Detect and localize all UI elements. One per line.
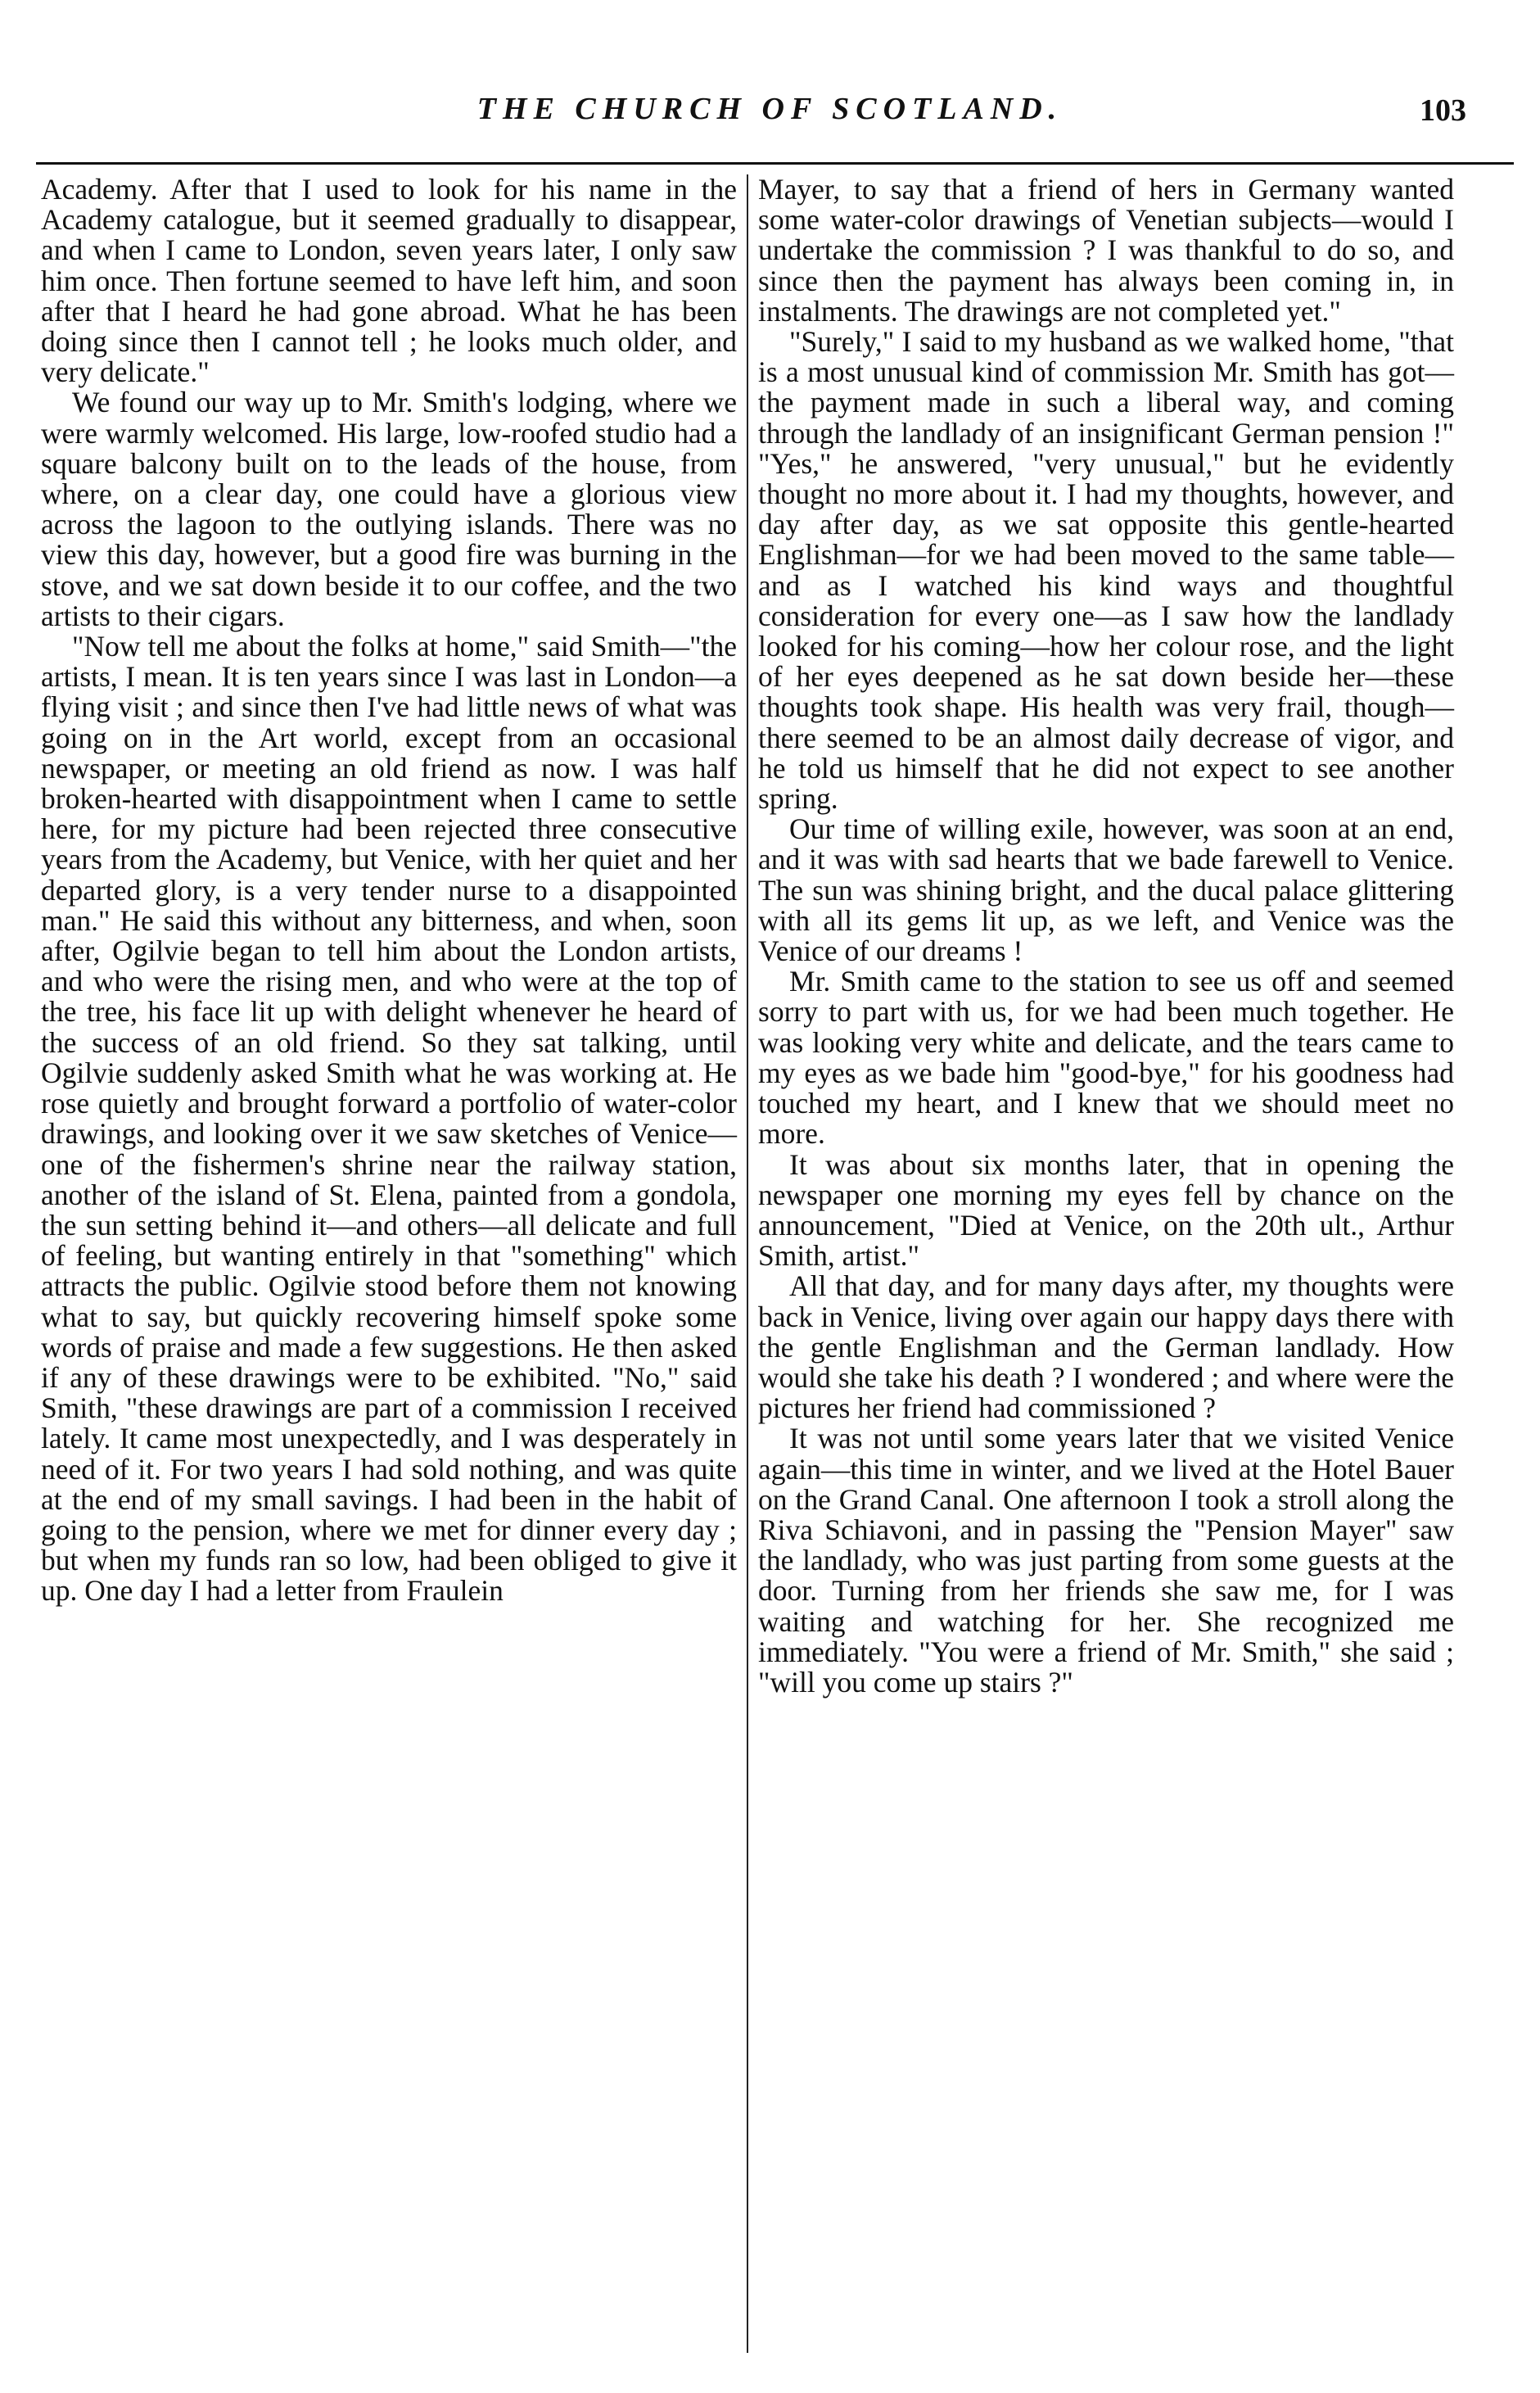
paragraph: It was about six months later, that in opening the newspaper one morning my eyes fell by chance on the announcement, "Died at Venice, on the 20th ult., Arthur Smith, artist." (758, 1147, 1454, 1273)
paragraph: Mr. Smith came to the station to see us off and seemed sorry to part with us, for we had been much together. He was looking very white and delicate, and the tears came to my eyes as we bade him "good-bye," for his goodness had touched my heart, and I knew that we should meet no more. (758, 965, 1454, 1151)
running-title: THE CHURCH OF SCOTLAND. (476, 92, 1064, 126)
paragraph: "Surely," I said to my husband as we walked home, "that is a most unusual kind of commission Mr. Smith has got—the payment made in such a liberal way, and coming through the landlady of an insignificant German pension !" "Yes," he answered, "very unusual," but he evidently thought no more about it. I had my thoughts, however, and day after day, as we sat opposite this gentle-hearted Englishman—for we had been moved to the same table—and as I watched his kind ways and thoughtful consideration for every one—as I saw how the landlady looked for his coming—how her colour rose, and the light of her eyes deepened as he sat down beside her—these thoughts took shape. His health was very frail, though—there seemed to be an almost daily decrease of vigor, and he told us himself that he did not expect to see another spring. (758, 325, 1454, 816)
right-column (758, 174, 1454, 1698)
paragraph: All that day, and for many days after, my thoughts were back in Venice, living over again our happy days there with the gentle Englishman and the German landlady. How would she take his death ? I wondered ; and where were the pictures her friend had commissioned ? (758, 1269, 1454, 1425)
paragraph: We found our way up to Mr. Smith's lodging, where we were warmly welcomed. His large, low-roofed studio had a square balcony built on to the leads of the house, from where, on a clear day, one could have a glorious view across the lagoon to the outlying islands. There was no view this day, however, but a good fire was burning in the stove, and we sat down beside it to our coffee, and the two artists to their cigars. (41, 386, 737, 632)
paragraph: Our time of willing exile, however, was soon at an end, and it was with sad hearts that we bade farewell to Venice. The sun was shining bright, and the ducal palace glittering with all its gems lit up, as we left, and Venice was the Venice of our dreams ! (758, 812, 1454, 968)
paragraph: It was not until some years later that we visited Venice again—this time in winter, and we lived at the Hotel Bauer on the Grand Canal. One afternoon I took a stroll along the Riva Schiavoni, and in passing the "Pension Mayer" saw the landlady, who was just parting from some guests at the door. Turning from her friends she saw me, for I was waiting and watching for her. She recognized me immediately. "You were a friend of Mr. Smith," she said ; "will you come up stairs ?" (758, 1422, 1454, 1699)
header-rule (36, 162, 1514, 165)
column-divider (747, 174, 748, 2353)
paragraph: Mayer, to say that a friend of hers in Germany wanted some water-color drawings of Venetian subjects—would I undertake the commission ? I was thankful to do so, and since then the payment has always been coming in, in instalments. The drawings are not completed yet." (758, 173, 1454, 328)
page-number: 103 (1420, 93, 1466, 128)
paragraph: "Now tell me about the folks at home," said Smith—"the artists, I mean. It is ten years since I was last in London—a flying visit ; and since then I've had little news of what was going on in the Art world, except from an occasional newspaper, or meeting an old friend as now. I was half broken-hearted with disappointment when I came to settle here, for my picture had been rejected three consecutive years from the Academy, but Venice, with her quiet and her departed glory, is a very tender nurse to a disappointed man." He said this without any bitterness, and when, soon after, Ogilvie began to tell him about the London artists, and who were the rising men, and who were at the top of the tree, his face lit up with delight whenever he heard of the success of an old friend. So they sat talking, until Ogilvie suddenly asked Smith what he was working at. He rose quietly and brought forward a portfolio of water-color drawings, and looking over it we saw sketches of Venice—one of the fishermen's shrine near the railway station, another of the island of St. Elena, painted from a gondola, the sun setting behind it—and others—all delicate and full of feeling, but wanting entirely in that "something" which attracts the public. Ogilvie stood before them not knowing what to say, but quickly recovering himself spoke some words of praise and made a few suggestions. He then asked if any of these drawings were to be exhibited. "No," said Smith, "these drawings are part of a commission I received lately. It came most unexpectedly, and I was desperately in need of it. For two years I had sold nothing, and was quite at the end of my small savings. I had been in the habit of going to the pension, where we met for dinner every day ; but when my funds ran so low, had been obliged to give it up. One day I had a letter from Fraulein (41, 630, 737, 1608)
running-head (0, 88, 1540, 138)
paragraph: Academy. After that I used to look for his name in the Academy catalogue, but it seemed gradually to disappear, and when I came to London, seven years later, I only saw him once. Then fortune seemed to have left him, and soon after that I heard he had gone abroad. What he has been doing since then I cannot tell ; he looks much older, and very delicate." (41, 173, 737, 389)
left-column (41, 174, 737, 1607)
